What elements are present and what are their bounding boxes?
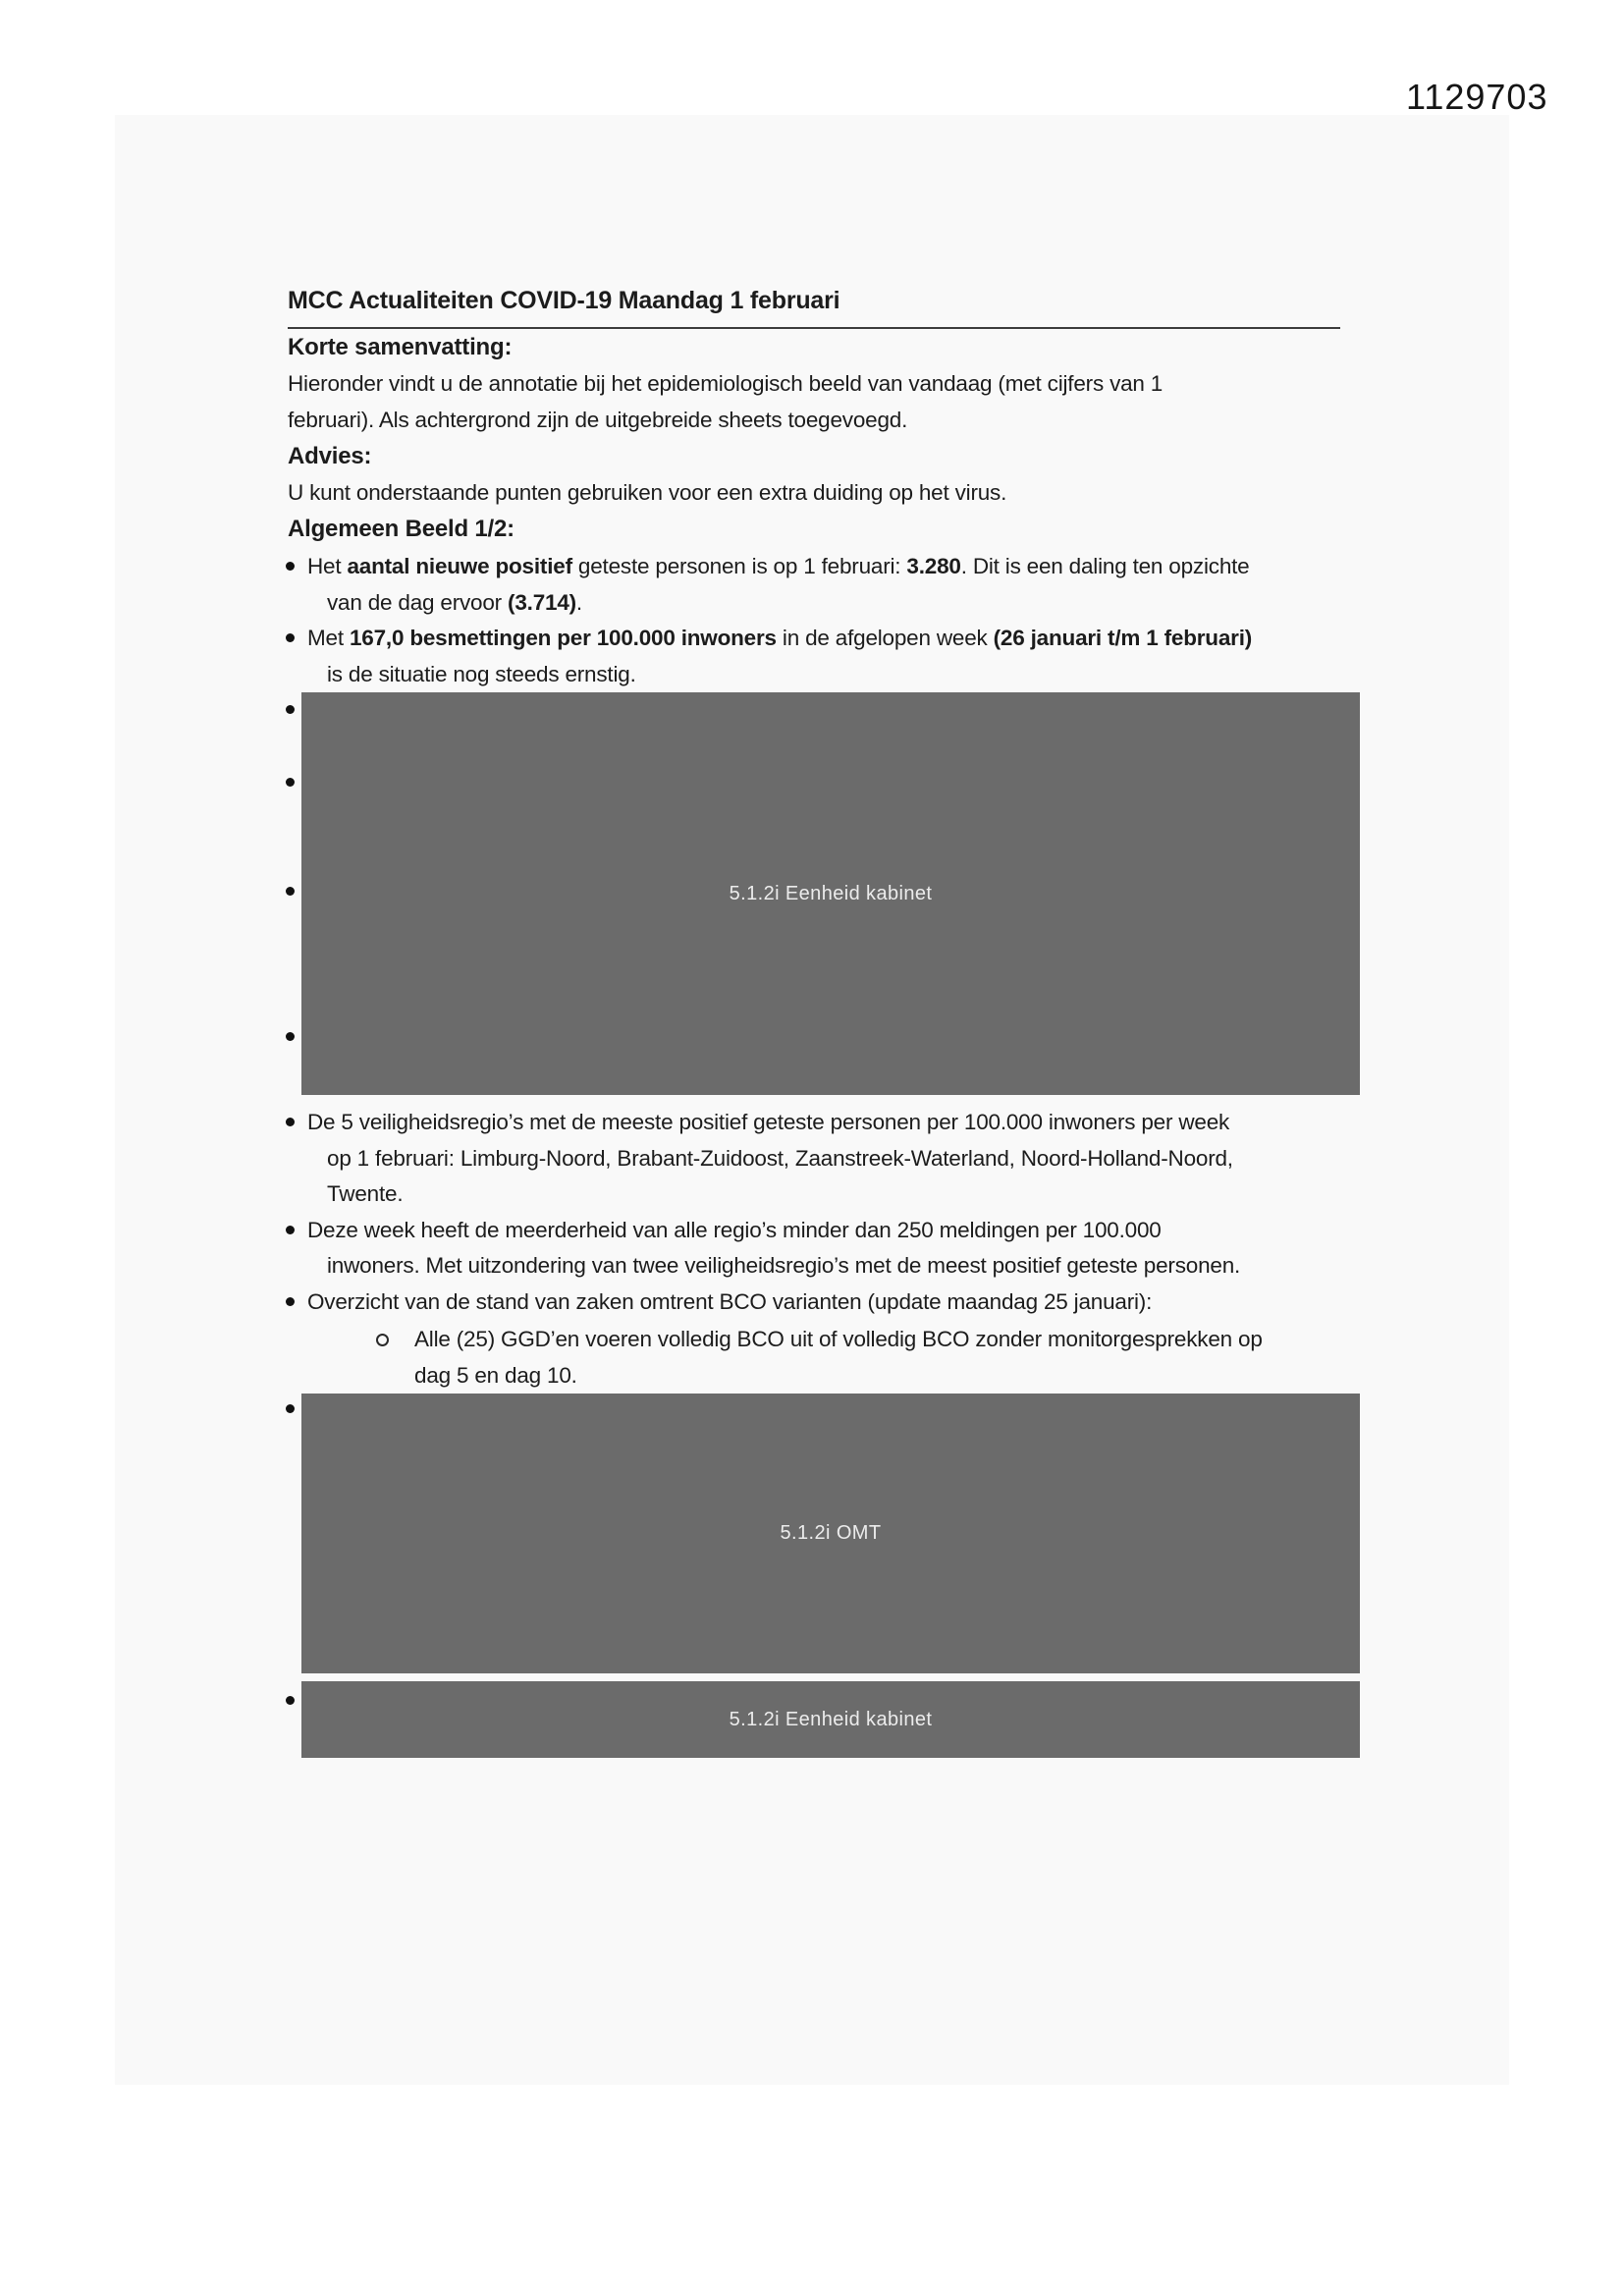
bullet-list-top [288, 549, 1340, 692]
redaction-label: 5.1.2i OMT [780, 1522, 882, 1545]
bullet-overzicht-bco-varianten: Overzicht van de stand van zaken omtrent BCO varianten (update maandag 25 januari): [288, 1285, 1340, 1321]
bullet-nieuwe-positief: Het aantal nieuwe positief geteste personen is op 1 februari: 3.280. Dit is een daling ten opzichte van de dag ervoor (3.714). [288, 549, 1340, 621]
bullet-marker [286, 1404, 295, 1413]
bullet-marker [286, 1032, 295, 1041]
bullet-marker [286, 778, 295, 787]
document-content [288, 287, 1340, 1758]
heading-korte-samenvatting: Korte samenvatting: [288, 334, 513, 360]
document-title: MCC Actualiteiten COVID-19 Maandag 1 februari [288, 287, 1340, 329]
redaction-box-omt [301, 1394, 1360, 1673]
redaction-box-eenheid-kabinet-2 [301, 1681, 1360, 1758]
redaction-section-2 [288, 1394, 1340, 1673]
bullet-marker [286, 887, 295, 896]
paragraph-korte-samenvatting: Hieronder vindt u de annotatie bij het epidemiologisch beeld van vandaag (met cijfers van 1 februari). Als achtergrond zijn de uitgebreide sheets toegevoegd. [288, 371, 1164, 432]
heading-algemeen-beeld: Algemeen Beeld 1/2: [288, 516, 514, 542]
bullet-marker [286, 705, 295, 714]
document-stamp-number: 1129703 [1406, 77, 1548, 117]
paragraph-advies: U kunt onderstaande punten gebruiken voor een extra duiding op het virus. [288, 480, 1007, 505]
bullet-list-mid [288, 1105, 1340, 1320]
redaction-label: 5.1.2i Eenheid kabinet [729, 882, 933, 904]
redaction-label: 5.1.2i Eenheid kabinet [729, 1708, 933, 1730]
bullet-5-veiligheidsregios: De 5 veiligheidsregio’s met de meeste positief geteste personen per 100.000 inwoners per week op 1 februari: Limburg-Noord, Brabant-Zuidoost, Zaanstreek-Waterland, Noord-Holland-Noord, Twente. [288, 1105, 1340, 1213]
bullet-marker [286, 1696, 295, 1705]
redaction-section-3 [288, 1681, 1340, 1758]
sub-bullet-ggd-bco: Alle (25) GGD’en voeren volledig BCO uit of volledig BCO zonder monitorgesprekken op dag 5 en dag 10. [288, 1322, 1340, 1394]
heading-advies: Advies: [288, 443, 372, 469]
redaction-section-1 [288, 692, 1340, 1095]
redaction-box-eenheid-kabinet-1 [301, 692, 1360, 1095]
bullet-besmettingen-per-100000: Met 167,0 besmettingen per 100.000 inwoners in de afgelopen week (26 januari t/m 1 februari) is de situatie nog steeds ernstig. [288, 621, 1340, 692]
bullet-deze-week-meldingen: Deze week heeft de meerderheid van alle regio’s minder dan 250 meldingen per 100.000 inwoners. Met uitzondering van twee veiligheidsregio’s met de meest positief geteste personen. [288, 1213, 1340, 1285]
